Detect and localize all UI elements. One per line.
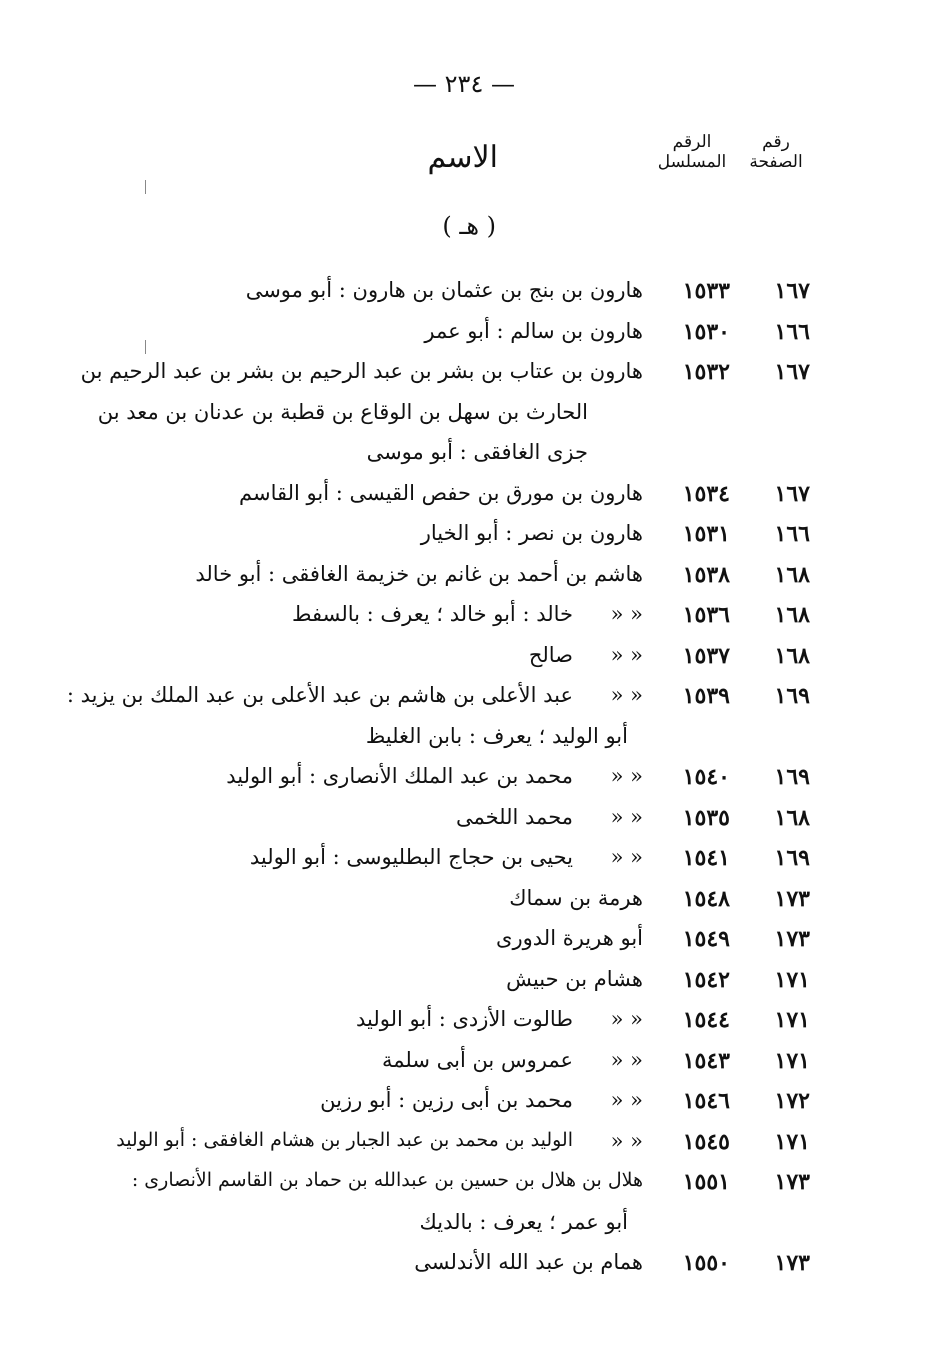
- page-ref: ١٧١: [774, 1128, 810, 1155]
- page-ref: ١٧٣: [774, 1250, 810, 1276]
- ditto-mark: « «: [610, 1047, 643, 1072]
- entry-name: هرمة بن سماك: [509, 885, 643, 910]
- serial-number: ١٥٣٣: [682, 278, 730, 304]
- index-row: [0, 1048, 928, 1089]
- section-letter: ( هـ ): [442, 212, 496, 240]
- index-row: [0, 359, 928, 400]
- ditto-mark: « «: [610, 602, 643, 626]
- index-row: [0, 562, 928, 603]
- page-ref: ١٦٦: [774, 521, 810, 547]
- entry-name: همام بن عبد الله الأندلسى: [414, 1250, 643, 1274]
- ditto-mark: « «: [610, 764, 643, 788]
- serial-number: ١٥٤١: [682, 845, 730, 871]
- index-row: [0, 967, 928, 1008]
- page-ref: ١٦٧: [774, 278, 810, 304]
- page-ref: ١٧٣: [774, 926, 810, 952]
- entry-name: محمد بن أبى رزين : أبو رزين: [320, 1088, 573, 1112]
- page-ref: ١٦٩: [774, 683, 810, 709]
- entry-name: أبو الوليد ؛ يعرف : بابن الغليظ: [365, 723, 628, 748]
- serial-number: ١٥٤٤: [682, 1007, 730, 1033]
- index-row: [0, 481, 928, 522]
- page-ref: ١٧٢: [774, 1088, 810, 1114]
- index-row: [0, 602, 928, 643]
- entry-name: الوليد بن محمد بن عبد الجبار بن هشام الغافقى : أبو الوليد: [116, 1128, 573, 1151]
- index-entries: [0, 278, 928, 1291]
- index-row: [0, 1007, 928, 1048]
- serial-number: ١٥٣١: [682, 521, 730, 547]
- serial-number: ١٥٤٠: [682, 764, 730, 790]
- serial-column-header: الرقم المسلسل: [657, 132, 727, 172]
- ditto-mark: « «: [610, 683, 643, 707]
- entry-name: طالوت الأزدى : أبو الوليد: [355, 1007, 573, 1031]
- serial-number: ١٥٣٠: [682, 318, 730, 345]
- serial-number: ١٥٣٤: [682, 480, 730, 507]
- entry-name: هارون بن سالم : أبو عمر: [424, 318, 643, 343]
- page-ref: ١٧١: [774, 966, 810, 993]
- page-ref: ١٦٨: [774, 561, 810, 588]
- page-column-header: رقم الصفحة: [749, 132, 803, 172]
- page-ref: ١٦٧: [774, 480, 810, 507]
- entry-name: هشام بن حبيش: [506, 966, 643, 991]
- entry-name: هلال بن هلال بن حسين بن عبدالله بن حماد بن القاسم الأنصارى :: [131, 1169, 643, 1191]
- entry-name: هارون بن عتاب بن بشر بن عبد الرحيم بن بشر بن عبد الرحيم بن: [80, 359, 643, 383]
- entry-name: هارون بن مورق بن حفص القيسى : أبو القاسم: [239, 480, 643, 505]
- serial-number: ١٥٣٦: [682, 602, 730, 628]
- serial-number: ١٥٤٨: [682, 885, 730, 912]
- index-row-continuation: [0, 440, 928, 481]
- entry-name: جزى الغافقى : أبو موسى: [366, 440, 588, 464]
- name-column-header: الاسم: [427, 140, 498, 175]
- index-row: [0, 683, 928, 724]
- index-row: [0, 805, 928, 846]
- serial-number: ١٥٣٢: [682, 359, 730, 385]
- entry-name: الحارث بن سهل بن الوقاع بن قطبة بن عدنان بن معد بن: [97, 399, 588, 424]
- index-row: [0, 278, 928, 319]
- serial-number: ١٥٣٥: [682, 804, 730, 831]
- index-row: [0, 926, 928, 967]
- entry-name: عمروس بن أبى سلمة: [381, 1047, 573, 1072]
- page-ref: ١٦٧: [774, 359, 810, 385]
- page-ref: ١٦٩: [774, 845, 810, 871]
- entry-name: أبو عمر ؛ يعرف : بالديك: [419, 1209, 628, 1234]
- serial-number: ١٥٥١: [682, 1169, 730, 1195]
- page-number: — ٢٣٤ —: [413, 70, 515, 98]
- page-ref: ١٦٨: [774, 642, 810, 669]
- serial-number: ١٥٣٨: [682, 561, 730, 588]
- entry-name: أبو هريرة الدورى: [496, 926, 643, 950]
- entry-name: محمد اللخمى: [455, 804, 573, 829]
- entry-name: محمد بن عبد الملك الأنصارى : أبو الوليد: [226, 764, 573, 788]
- page-ref: ١٧١: [774, 1007, 810, 1033]
- page-ref: ١٦٨: [774, 602, 810, 628]
- index-row: [0, 886, 928, 927]
- index-row-continuation: [0, 1210, 928, 1251]
- serial-number: ١٥٣٧: [682, 642, 730, 669]
- entry-name: هارون بن نصر : أبو الخيار: [420, 521, 643, 545]
- ditto-mark: « «: [610, 1128, 643, 1153]
- entry-name: يحيى بن حجاج البطليوسى : أبو الوليد: [249, 845, 573, 869]
- page-ref: ١٦٩: [774, 764, 810, 790]
- index-row: [0, 764, 928, 805]
- index-row: [0, 845, 928, 886]
- entry-name: خالد : أبو خالد ؛ يعرف : بالسفط: [292, 602, 573, 626]
- serial-number: ١٥٤٥: [682, 1128, 730, 1155]
- serial-number: ١٥٤٩: [682, 926, 730, 952]
- entry-name: صالح: [528, 642, 573, 667]
- page-ref: ١٦٨: [774, 804, 810, 831]
- index-row: [0, 1129, 928, 1170]
- index-row: [0, 643, 928, 684]
- entry-name: هارون بن بنج بن عثمان بن هارون : أبو موسى: [245, 278, 643, 302]
- index-row: [0, 319, 928, 360]
- index-row: [0, 1088, 928, 1129]
- entry-name: هاشم بن أحمد بن غانم بن خزيمة الغافقى : أبو خالد: [195, 561, 643, 586]
- ditto-mark: « «: [610, 845, 643, 869]
- serial-number: ١٥٤٢: [682, 966, 730, 993]
- index-row-continuation: [0, 724, 928, 765]
- page-ref: ١٦٦: [774, 318, 810, 345]
- serial-number: ١٥٤٣: [682, 1047, 730, 1074]
- serial-number: ١٥٣٩: [682, 683, 730, 709]
- entry-name: عبد الأعلى بن هاشم بن عبد الأعلى بن عبد الملك بن يزيد :: [66, 683, 573, 707]
- serial-number: ١٥٤٦: [682, 1088, 730, 1114]
- ditto-mark: « «: [610, 642, 643, 667]
- index-row: [0, 1250, 928, 1291]
- serial-number: ١٥٥٠: [682, 1250, 730, 1276]
- index-row-continuation: [0, 400, 928, 441]
- ditto-mark: « «: [610, 1088, 643, 1112]
- page-ref: ١٧٣: [774, 885, 810, 912]
- index-row: [0, 1169, 928, 1210]
- page-ref: ١٧٣: [774, 1169, 810, 1195]
- index-row: [0, 521, 928, 562]
- page-ref: ١٧١: [774, 1047, 810, 1074]
- ditto-mark: « «: [610, 1007, 643, 1031]
- margin-mark: [145, 180, 146, 194]
- ditto-mark: « «: [610, 804, 643, 829]
